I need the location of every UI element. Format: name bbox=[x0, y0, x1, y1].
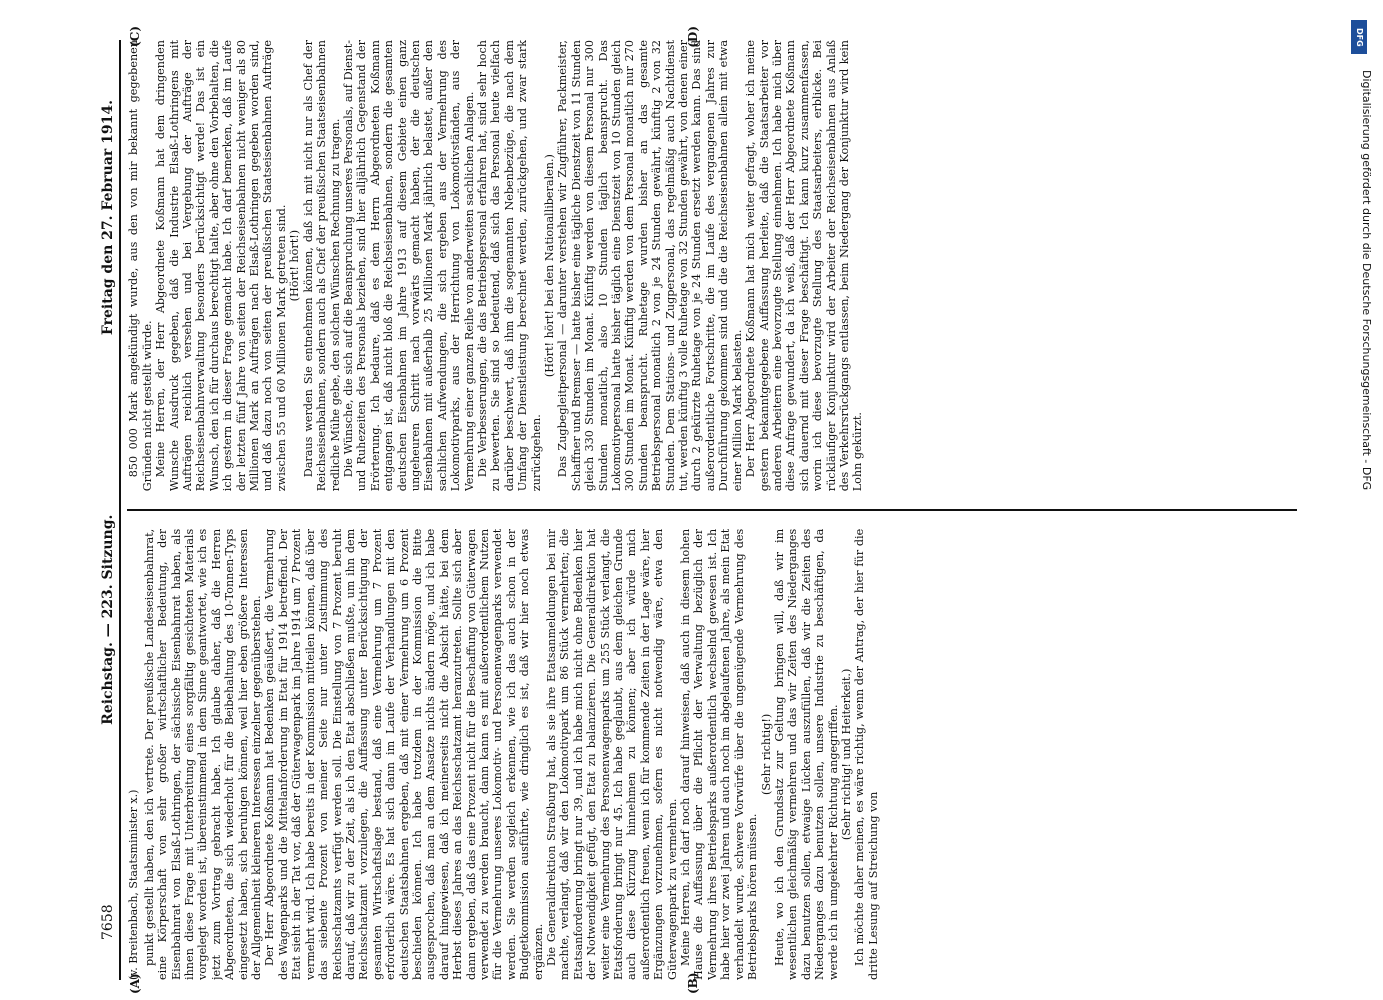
dfg-logo-icon: DFG bbox=[1351, 20, 1367, 54]
column-left bbox=[127, 529, 1297, 980]
paragraph: Meine Herren, der Herr Abgeordnete Koßmann hat dem dringenden Wunsche Ausdruck gegeben, daß die Industrie Elsaß-Lothringens mit Aufträgen reichlich versehen und bei Vergebung der Aufträge der Reichseisenbahnverwaltung besonders berücksichtigt werde! Das ist ein Wunsch, den ich für durchaus berechtigt halte, aber ohne den Vorbehalten, die ich gestern in dieser Frage gemacht habe. Ich darf bemerken, daß im Laufe der letzten fünf Jahre von seiten der Reichseisenbahnen nicht weniger als 80 Millionen Mark an Aufträgen nach Elsaß-Lothringen gegeben worden sind, und daß dazu noch von seiten der preußischen Staatseisenbahnen Aufträge zwischen 55 und 60 Millionen Mark getreten sind. bbox=[154, 40, 288, 492]
speaker-note: (v. Breitenbach, Staatsminister x.) bbox=[127, 789, 141, 980]
header-rule bbox=[119, 40, 121, 980]
paragraph: punkt gestellt haben, den ich vertrete. Der preußische Landeseisenbahnrat, eine Körperschaft von sehr großer wirtschaftlicher Bedeutung, der Eisenbahnrat von Elsaß-Lothringen, der sächsische Eisenbahnrat haben, als ihnen diese Frage mit Unterbreitung eines sorgfältig gesichteten Materials vorgelegt worden ist, übereinstimmend in dem Sinne geantwortet, wie ich es jetzt zum Vortrag gebracht habe. Ich glaube daher, daß die Herren Abgeordneten, die sich wiederholt für die Beibehaltung des 10-Tonnen-Typs eingesetzt haben, sich beruhigen können, weil hier eben größere Interessen der Allgemeinheit kleineren Interessen einzelner gegenüberstehen. bbox=[142, 528, 264, 980]
paragraph: Daraus werden Sie entnehmen können, daß ich mit nicht nur als Chef der Reichseisenbahnen, sondern auch als Chef der preußischen Staatseisenbahnen redliche Mühe gebe, den solchen Wünschen Rechnung zu tragen. bbox=[301, 40, 342, 492]
interjection: (Sehr richtig! und Heiterkeit.) bbox=[839, 668, 853, 841]
page-number: 7658 bbox=[100, 904, 116, 940]
margin-marker-c: (C) bbox=[128, 26, 143, 47]
paragraph: Meine Herren, ich darf noch darauf hinweisen, daß auch in diesem hohen Hause die Auffassung über die Pflicht der Verwaltung bezüglich der Vermehrung ihres Betriebsparks außerordentlich wechselnd gewesen ist. Ich habe hier vor zwei Jahren und auch noch im abgelaufenen Jahre, als mein Etat verhandelt wurde, schwere Vorwürfe über die ungenügende Vermehrung des Betriebsparks hören müssen. bbox=[679, 528, 760, 980]
interjection: (Sehr richtig!) bbox=[759, 713, 773, 796]
paragraph: Heute, wo ich den Grundsatz zur Geltung bringen will, daß wir im wesentlichen gleichmäßig vermehren und das wir Zeiten des Niederganges dazu benutzen sollen, etwaige Lücken auszufüllen, daß wir die Zeiten des Niederganges dazu benutzen sollen, unsere Industrie zu beschäftigen, da werde ich in umgekehrter Richtung angegriffen. bbox=[772, 528, 840, 980]
paragraph: Der Herr Abgeordnete Koßmann hat Bedenken geäußert, die Vermehrung des Wagenparks und die Mittelanforderung im Etat für 1914 betreffend. Der Etat sieht in der Tat vor, daß der Güterwagenpark im Jahre 1914 um 7 Prozent vermehrt wird. Ich habe bereits in der Kommission mitteilen können, daß über das siebente Prozent von meiner Seite nur unter Zustimmung des Reichsschatzamts verfügt werden soll. Die Einstellung von 7 Prozent beruht darauf, daß wir zu der Zeit, als ich den Etat abschließen mußte, um ihn dem Reichsschatzamt vorzulegen, die Auffassung unter Berücksichtigung der gesamten Wirtschaftslage bestand, daß eine Vermehrung um 7 Prozent erforderlich wäre. Es hat sich dann im Laufe der Verhandlungen mit den deutschen Staatsbahnen ergeben, daß mit einer Vermehrung um 6 Prozent beschieden können. Ich habe trotzdem in der Kommission die Bitte ausgesprochen, daß man an dem Ansatze nichts ändern möge, und ich habe darauf hingewiesen, daß ich meinerseits nicht die Absicht hätte, bei dem Herbst dieses Jahres an das Reichsschatzamt heranzutreten. Sollte sich aber dann ergeben, daß das eine Prozent nicht für die Beschaffung von Güterwagen verwendet zu werden braucht, dann kann es mit außerordentlichem Nutzen für die Vermehrung unseres Lokomotiv- und Personenwagenparks verwendet werden. Sie werden sogleich erkennen, wie ich das auch schon in der Budgetkommission ausführte, wie dringlich es ist, daß wir hier noch etwas ergänzen. bbox=[263, 528, 545, 980]
margin-marker-b: (B) bbox=[686, 972, 701, 994]
paragraph: Die Generaldirektion Straßburg hat, als sie ihre Etatsanmeldungen bei mir machte, verlangt, daß wir den Lokomotivpark um 86 Stück vermehrten; die Etatsanforderung bringt nur 39, und ich habe mich nicht ohne Bedenken hier der Notwendigkeit gefügt, den Etat zu balanzieren. Die Generaldirektion hat weiter eine Vermehrung des Personenwagenparks um 255 Stück verlangt, die Etatsforderung bringt nur 45. Ich habe geglaubt, aus dem gleichen Grunde auch diese Kürzung hinnehmen zu können; aber ich würde mich außerordentlich freuen, wenn ich für kommende Zeiten in der Lage wäre, hier Ergänzungen vorzunehmen, sofern es nicht notwendig wäre, etwa den Güterwagenpark zu vermehren. bbox=[545, 528, 679, 980]
column-right bbox=[127, 40, 1297, 491]
margin-marker-d: (D) bbox=[686, 26, 701, 48]
sidebar bbox=[1355, 10, 1377, 990]
margin-marker-a: (A) bbox=[128, 973, 143, 994]
header-date: Freitag den 27. Februar 1914. bbox=[100, 100, 116, 336]
page-header bbox=[100, 40, 119, 980]
paragraph: Das Zugbegleitpersonal — darunter verstehen wir Zugführer, Packmeister, Schaffner und Bremser — hatte bisher eine tägliche Dienstzeit von 11 Stunden gleich 330 Stunden im Monat. Künftig werden von diesem Personal nur 300 Stunden monatlich, also 10 Stunden täglich beansprucht. Das Lokomotivpersonal hatte bisher täglich eine Dienstzeit von 10 Stunden gleich 300 Stunden im Monat. Künftig werden von dem Personal monatlich nur 270 Stunden beansprucht. Ruhetage wurden bisher an das gesamte Betriebspersonal monatlich 2 von je 24 Stunden gewährt, künftig 2 von 32 Stunden. Dem Stations- und Zugpersonal, das regelmäßig auch Nachtdienst tut, werden künftig 3 volle Ruhetage von 32 Stunden gewährt, von denen einer durch 2 gekürzte Ruhetage von je 24 Stunden ersetzt werden kann. Das sind außerordentliche Fortschritte, die im Laufe des vergangenen Jahres zur Durchführung gekommen sind und die die Reichseisenbahnen allein mit etwa einer Million Mark belasten. bbox=[556, 40, 744, 492]
paragraph: Die Wünsche, die sich auf die Beanspruchung unseres Personals, auf Dienst- und Ruhezeiten des Personals beziehen, sind hier alljährlich Gegenstand der Erörterung. Ich bedaure, daß es dem Herrn Abgeordneten Koßmann entgangen ist, daß nicht bloß die Reichseisenbahnen, sondern die gesamten deutschen Eisenbahnen im Jahre 1913 auf diesem Gebiete einen ganz ungeheuren Schritt nach vorwärts gemacht haben, der die deutschen Eisenbahnen mit außerhalb 25 Millionen Mark jährlich belastet, außer den sachlichen Aufwendungen, die sich ergeben aus der Vermehrung des Lokomotivparks, aus der Herrichtung von Lokomotivständen, aus der Vermehrung einer ganzen Reihe von anderweiten sachlichen Anlagen. bbox=[341, 40, 476, 492]
column-divider bbox=[127, 509, 1297, 511]
header-session: Reichstag. — 223. Sitzung. bbox=[100, 514, 116, 725]
paragraph: Ich möchte daher meinen, es wäre richtig, wenn der Antrag, der hier für die dritte Lesung auf Streichung von bbox=[853, 528, 880, 980]
columns bbox=[127, 26, 1297, 994]
paragraph: Die Verbesserungen, die das Betriebspersonal erfahren hat, sind sehr hoch zu bewerten. Sie sind so bedeutend, daß sich das Personal heute vielfach darüber beschwert, daß ihm die sogenannten Nebenbezüge, die nach dem Umfang der Dienstleistung berechnet werden, zurückgehen, und zwar stark zurückgehen. bbox=[475, 40, 543, 492]
dfg-credit: Digitalisierung gefördert durch die Deutsche Forschungsgemeinschaft - DFG bbox=[1360, 70, 1373, 491]
interjection: (Hört! hört!) bbox=[288, 229, 302, 302]
paragraph: Der Herr Abgeordnete Koßmann hat mich weiter gefragt, woher ich meine gestern bekanntgegebene Auffassung herleite, daß die Staatsarbeiter vor anderen Arbeitern eine bevorzugte Stellung einnehmen. Ich habe mich über diese Anfrage gewundert, da ich weiß, daß der Herr Abgeordnete Koßmann sich dauernd mit dieser Frage beschäftigt. Ich kann kurz zusammenfassen, worin ich diese bevorzugte Stellung des Staatsarbeiters, erblicke. Bei rückläufiger Konjunktur wird der Arbeiter der Reichseisenbahnen aus Anlaß des Verkehrsrückgangs entlassen, beim Niedergang der Konjunktur wird kein Lohn gekürzt. bbox=[744, 40, 865, 492]
document-page bbox=[90, 20, 1350, 1000]
paragraph: 850 000 Mark angekündigt wurde, aus den von mir bekannt gegebenen Gründen nicht gestellt würde. bbox=[127, 40, 154, 492]
rotated-page bbox=[90, 20, 1350, 1000]
interjection: (Hört! hört! bei den Nationalliberalen.) bbox=[543, 154, 556, 378]
